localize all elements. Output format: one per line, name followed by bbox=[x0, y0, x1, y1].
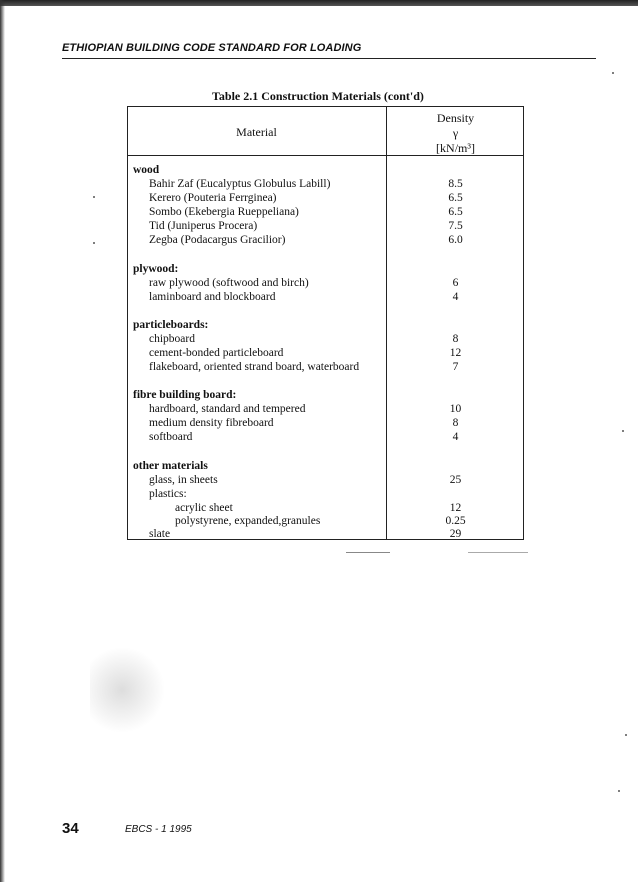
group-heading: other materials bbox=[133, 460, 208, 472]
density-value: 7 bbox=[452, 361, 459, 373]
density-value: 4 bbox=[452, 291, 459, 303]
material-name: plastics: bbox=[149, 488, 187, 500]
group-heading: plywood: bbox=[133, 263, 179, 275]
material-name: Kerero (Pouteria Ferrginea) bbox=[149, 192, 277, 204]
scan-speck bbox=[612, 72, 614, 74]
material-name: acrylic sheet bbox=[175, 502, 233, 514]
scan-smudge bbox=[90, 645, 170, 735]
table-row bbox=[127, 360, 524, 374]
scan-speck bbox=[622, 430, 624, 432]
column-header-material: Material bbox=[236, 125, 277, 139]
density-value: 10 bbox=[449, 403, 462, 415]
material-name: laminboard and blockboard bbox=[149, 291, 276, 303]
density-value: 8 bbox=[452, 417, 459, 429]
density-symbol: γ bbox=[452, 126, 459, 140]
scan-top-edge bbox=[0, 0, 638, 6]
density-unit: [kN/m³] bbox=[436, 141, 475, 155]
material-name: polystyrene, expanded,granules bbox=[175, 515, 321, 527]
density-value: 8 bbox=[452, 333, 459, 345]
table-row bbox=[127, 233, 524, 247]
material-name: Zegba (Podacargus Gracilior) bbox=[149, 234, 286, 246]
scan-speck bbox=[618, 790, 620, 792]
density-label: Density bbox=[436, 111, 475, 125]
material-name: flakeboard, oriented strand board, waterboard bbox=[149, 361, 360, 373]
table-row bbox=[127, 332, 524, 346]
table-row bbox=[127, 290, 524, 304]
table-row bbox=[127, 318, 524, 332]
table-row bbox=[127, 416, 524, 430]
table-row bbox=[127, 487, 524, 501]
group-heading: wood bbox=[133, 164, 160, 176]
density-value: 8.5 bbox=[448, 178, 463, 190]
table-row bbox=[127, 388, 524, 402]
material-name: slate bbox=[149, 528, 171, 540]
table-row bbox=[127, 346, 524, 360]
material-name: glass, in sheets bbox=[149, 474, 218, 486]
scan-left-edge bbox=[0, 0, 5, 882]
density-value: 4 bbox=[452, 431, 459, 443]
density-value: 6.0 bbox=[448, 234, 463, 246]
table-row bbox=[127, 402, 524, 416]
density-value: 25 bbox=[449, 474, 462, 486]
material-name: medium density fibreboard bbox=[149, 417, 274, 429]
table-row bbox=[127, 276, 524, 290]
material-name: hardboard, standard and tempered bbox=[149, 403, 306, 415]
density-value: 12 bbox=[449, 502, 462, 514]
table-row bbox=[127, 430, 524, 444]
scan-speck bbox=[93, 242, 95, 244]
table-row bbox=[127, 205, 524, 219]
group-heading: fibre building board: bbox=[133, 389, 237, 401]
density-value: 6.5 bbox=[448, 192, 463, 204]
material-name: Bahir Zaf (Eucalyptus Globulus Labill) bbox=[149, 178, 331, 190]
material-name: Tid (Juniperus Procera) bbox=[149, 220, 258, 232]
table-caption: Table 2.1 Construction Materials (cont'd) bbox=[212, 89, 424, 103]
table-row bbox=[127, 163, 524, 177]
table-row bbox=[127, 501, 524, 515]
table-row bbox=[127, 473, 524, 487]
scan-speck bbox=[93, 196, 95, 198]
material-name: cement-bonded particleboard bbox=[149, 347, 284, 359]
table-row bbox=[127, 219, 524, 233]
table-row bbox=[127, 191, 524, 205]
material-name: Sombo (Ekebergia Rueppeliana) bbox=[149, 206, 299, 218]
density-value: 6 bbox=[452, 277, 459, 289]
density-value: 7.5 bbox=[448, 220, 463, 232]
group-heading: particleboards: bbox=[133, 319, 209, 331]
header-rule bbox=[62, 58, 596, 59]
faint-rule bbox=[468, 552, 528, 553]
density-value: 29 bbox=[449, 528, 462, 540]
faint-rule bbox=[346, 552, 390, 553]
scan-speck bbox=[625, 734, 627, 736]
footer-code: EBCS - 1 1995 bbox=[125, 824, 192, 835]
material-name: softboard bbox=[149, 431, 193, 443]
density-value: 6.5 bbox=[448, 206, 463, 218]
table-row bbox=[127, 514, 524, 528]
density-value: 12 bbox=[449, 347, 462, 359]
material-name: raw plywood (softwood and birch) bbox=[149, 277, 309, 289]
table-row bbox=[127, 177, 524, 191]
column-header-density bbox=[387, 111, 524, 156]
table-row bbox=[127, 527, 524, 541]
table-row bbox=[127, 262, 524, 276]
table-row bbox=[127, 459, 524, 473]
running-header: ETHIOPIAN BUILDING CODE STANDARD FOR LOADING bbox=[62, 42, 362, 54]
material-name: chipboard bbox=[149, 333, 195, 345]
density-value: 0.25 bbox=[445, 515, 466, 527]
page-number: 34 bbox=[62, 820, 79, 837]
